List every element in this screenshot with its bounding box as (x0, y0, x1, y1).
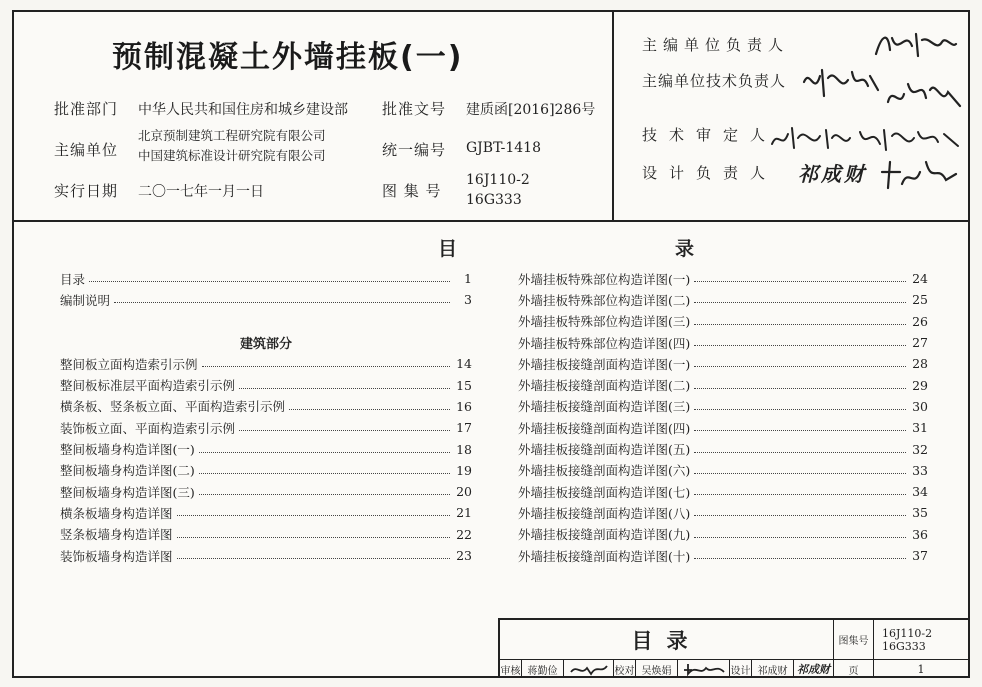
toc-entry-page: 19 (456, 462, 472, 478)
header-block (14, 12, 968, 222)
toc-row[interactable] (60, 438, 472, 459)
toc-row[interactable] (518, 438, 928, 459)
toc-entry-page: 28 (912, 356, 928, 372)
atlas-no-value-2: 16G333 (466, 192, 522, 208)
leader-dots (694, 302, 906, 303)
toc-entry-page: 35 (912, 505, 928, 521)
leader-dots (694, 409, 906, 410)
reviewer-name: 蒋勤俭 (522, 660, 564, 678)
leader-dots (694, 452, 906, 453)
toc-entry-title: 装饰板墙身构造详图 (60, 548, 173, 564)
leader-dots (202, 366, 450, 367)
leader-dots (239, 388, 450, 389)
toc-entry-title: 外墙挂板接缝剖面构造详图(一) (518, 356, 691, 372)
handwritten-signature-2 (800, 62, 882, 102)
toc-entry-title: 外墙挂板接缝剖面构造详图(四) (518, 420, 691, 436)
toc-entry-page: 34 (912, 484, 928, 500)
toc-entry-page: 20 (456, 484, 472, 500)
sheet-title: 目录 (631, 628, 702, 653)
toc-row[interactable] (518, 460, 928, 481)
toc-row[interactable] (518, 289, 928, 310)
toc-row[interactable] (518, 311, 928, 332)
toc-entry-page: 17 (456, 420, 472, 436)
toc-row[interactable] (60, 374, 472, 395)
toc-row[interactable] (518, 353, 928, 374)
toc-entry-page: 16 (456, 398, 472, 414)
toc-entry-page: 23 (456, 548, 472, 563)
leader-dots (239, 430, 450, 431)
toc-entry-title: 整间板标准层平面构造索引示例 (60, 378, 236, 394)
toc-row[interactable] (60, 417, 472, 438)
approval-doc-label: 批准文号 (382, 100, 447, 118)
toc-entry-page: 14 (456, 356, 472, 372)
page-label: 页 (834, 660, 874, 678)
toc-entry-page: 3 (464, 292, 472, 308)
leader-dots (177, 558, 450, 559)
toc-row[interactable] (60, 524, 472, 545)
toc-entry-title: 整间板墙身构造详图(二) (60, 463, 195, 479)
toc-entry-page: 36 (912, 526, 928, 542)
toc-section-label: 建筑部分 (239, 337, 292, 353)
handwritten-signature-5 (876, 154, 960, 194)
leader-dots (694, 558, 906, 559)
toc-entry-page: 18 (456, 441, 472, 457)
toc-entry-title: 外墙挂板特殊部位构造详图(一) (518, 271, 691, 287)
toc-entry-page: 37 (912, 548, 928, 563)
toc-left-column (60, 268, 472, 566)
toc-row[interactable] (518, 396, 928, 417)
toc-entry-page: 15 (456, 377, 472, 393)
design-head-name: 祁成财 (798, 162, 867, 186)
toc-entry-title: 外墙挂板特殊部位构造详图(三) (518, 314, 691, 330)
toc-entry-title: 外墙挂板接缝剖面构造详图(九) (518, 527, 691, 543)
leader-dots (199, 452, 450, 453)
approval-dept-value: 中华人民共和国住房和城乡建设部 (138, 102, 348, 118)
leader-dots (114, 302, 450, 303)
leader-dots (694, 281, 906, 282)
toc-entry-title: 竖条板墙身构造详图 (60, 527, 173, 543)
toc-entry-page: 29 (912, 377, 928, 393)
toc-entry-title: 横条板、竖条板立面、平面构造索引示例 (60, 399, 286, 415)
leader-dots (694, 494, 906, 495)
unified-no-label: 统一编号 (382, 141, 447, 159)
leader-dots (694, 324, 906, 325)
toc-row[interactable] (518, 545, 928, 566)
design-head-label: 设计负责人 (642, 164, 778, 182)
toc-entry-title: 整间板墙身构造详图(一) (60, 442, 195, 458)
toc-entry-title: 目录 (60, 271, 86, 287)
approval-dept-label: 批准部门 (54, 100, 119, 118)
leader-dots (694, 473, 906, 474)
toc-entry-page: 22 (456, 526, 472, 542)
chief-unit-label: 主编单位 (54, 141, 119, 159)
leader-dots (694, 388, 906, 389)
atlas-value-2: 16G333 (882, 639, 926, 653)
leader-dots (694, 430, 906, 431)
toc-row[interactable] (518, 524, 928, 545)
toc-entry-page: 31 (912, 420, 928, 436)
drawing-frame (12, 10, 970, 678)
toc-entry-page: 32 (912, 441, 928, 457)
handwritten-signature-1 (872, 26, 960, 64)
header-info (14, 12, 612, 220)
leader-dots (199, 494, 450, 495)
toc-entry-page: 1 (464, 271, 472, 287)
handwritten-signature-3 (884, 72, 964, 114)
checker-label: 校对 (614, 660, 636, 678)
designer-signature-cell (794, 660, 834, 678)
atlas-value-cell (874, 620, 968, 660)
toc-entry-title: 外墙挂板接缝剖面构造详图(十) (518, 548, 691, 564)
toc-right-column (518, 268, 928, 566)
toc-row[interactable] (60, 268, 472, 289)
unit-head-label: 主编单位负责人 (642, 36, 790, 54)
toc-row[interactable] (518, 481, 928, 502)
toc-entry-page: 24 (912, 271, 928, 287)
leader-dots (694, 345, 906, 346)
effective-date-label: 实行日期 (54, 182, 119, 200)
leader-dots (694, 537, 906, 538)
toc-row[interactable] (518, 417, 928, 438)
toc-row[interactable] (518, 502, 928, 523)
leader-dots (289, 409, 450, 410)
toc-entry-title: 整间板立面构造索引示例 (60, 356, 198, 372)
toc-row[interactable] (60, 545, 472, 566)
toc-entry-title: 横条板墙身构造详图 (60, 505, 173, 521)
toc-entry-page: 21 (456, 505, 472, 521)
leader-dots (177, 515, 450, 516)
toc-entry-title: 装饰板立面、平面构造索引示例 (60, 420, 236, 436)
toc-entry-title: 外墙挂板接缝剖面构造详图(七) (518, 484, 691, 500)
unified-no-value: GJBT-1418 (466, 140, 541, 156)
checker-signature-cell (678, 660, 730, 678)
toc-row[interactable] (60, 396, 472, 417)
designer-signature: 祁成财 (797, 663, 830, 676)
toc-heading: 目 录 (438, 238, 755, 260)
leader-dots (89, 281, 450, 282)
title-block (498, 618, 968, 678)
toc-row[interactable] (60, 481, 472, 502)
checker-signature (682, 662, 726, 676)
review-label: 技术审定人 (642, 126, 778, 144)
toc-entry-page: 26 (912, 313, 928, 329)
handwritten-signature-4 (768, 120, 964, 154)
toc-row[interactable] (518, 374, 928, 395)
toc-entry-title: 外墙挂板接缝剖面构造详图(三) (518, 399, 691, 415)
toc-entry-title: 外墙挂板接缝剖面构造详图(六) (518, 463, 691, 479)
reviewer-label: 审核 (500, 660, 522, 678)
toc-row[interactable] (60, 460, 472, 481)
sheet-title-cell (500, 620, 834, 660)
atlas-no-value-1: 16J110-2 (466, 172, 530, 188)
toc-row[interactable] (518, 332, 928, 353)
toc-row[interactable] (60, 502, 472, 523)
responsibility-block (612, 12, 968, 220)
checker-name: 吴焕娟 (636, 660, 678, 678)
effective-date-value: 二〇一七年一月一日 (138, 184, 264, 200)
toc-entry-title: 整间板墙身构造详图(三) (60, 484, 195, 500)
chief-unit-value-2: 中国建筑标准设计研究院有限公司 (138, 148, 326, 163)
leader-dots (694, 515, 906, 516)
toc-spacer (60, 311, 472, 332)
approval-doc-value: 建质函[2016]286号 (466, 102, 596, 118)
atlas-no-label: 图 集 号 (382, 182, 442, 200)
reviewer-signature (569, 662, 609, 676)
designer-name: 祁成财 (752, 660, 794, 678)
toc-entry-title: 外墙挂板接缝剖面构造详图(二) (518, 378, 691, 394)
toc-entry-page: 25 (912, 292, 928, 308)
atlas-title: 预制混凝土外墙挂板(一) (112, 40, 464, 75)
atlas-label: 图集号 (834, 620, 874, 660)
toc-entry-title: 外墙挂板接缝剖面构造详图(五) (518, 442, 691, 458)
toc-entry-title: 外墙挂板特殊部位构造详图(四) (518, 335, 691, 351)
toc-entry-page: 33 (912, 462, 928, 478)
toc-row[interactable] (60, 353, 472, 374)
toc-entry-title: 编制说明 (60, 292, 111, 308)
toc-entry-page: 27 (912, 335, 928, 351)
designer-label: 设计 (730, 660, 752, 678)
atlas-value-1: 16J110-2 (882, 626, 933, 640)
toc-entry-page: 30 (912, 398, 928, 414)
unit-tech-head-label: 主编单位技术负责人 (642, 72, 787, 90)
toc-entry-title: 外墙挂板特殊部位构造详图(二) (518, 292, 691, 308)
toc-row[interactable] (518, 268, 928, 289)
reviewer-signature-cell (564, 660, 614, 678)
leader-dots (177, 537, 450, 538)
leader-dots (694, 366, 906, 367)
chief-unit-value-1: 北京预制建筑工程研究院有限公司 (138, 128, 326, 143)
toc-row[interactable] (60, 289, 472, 310)
toc-entry-title: 外墙挂板接缝剖面构造详图(八) (518, 505, 691, 521)
page-value: 1 (917, 662, 925, 676)
leader-dots (199, 473, 450, 474)
